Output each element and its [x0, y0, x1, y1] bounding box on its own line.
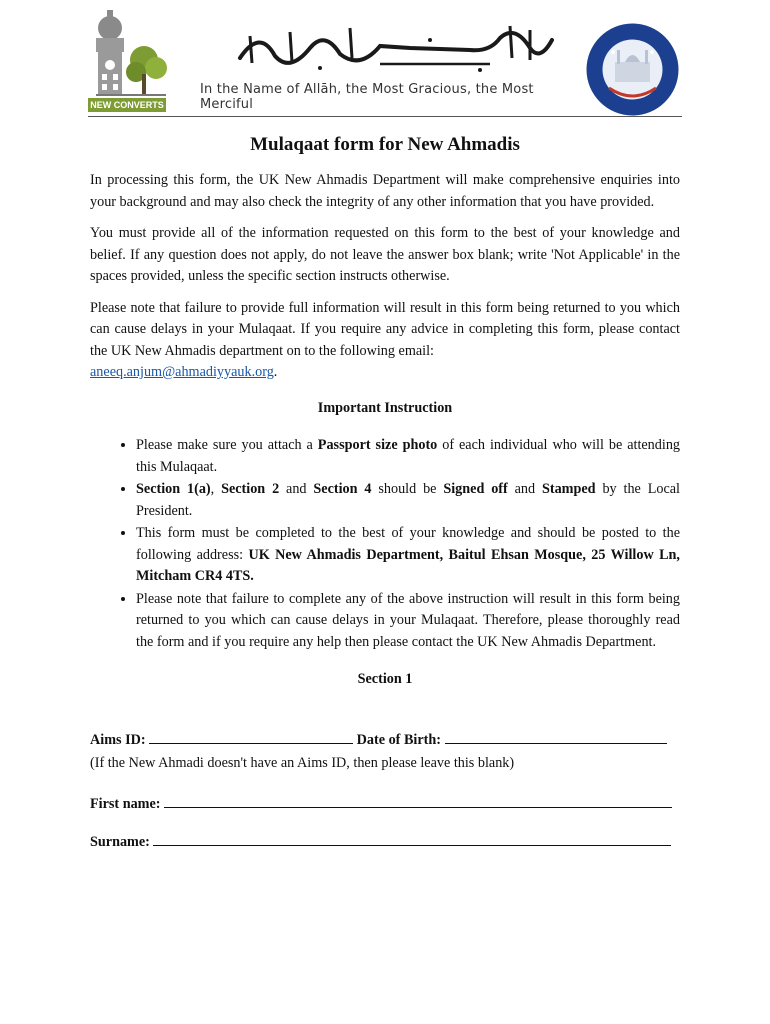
instructions-list: [90, 435, 680, 653]
intro-paragraph-1: In processing this form, the UK New Ahmadis Department will make comprehensive enquiries into your background and may also check the integrity of any other information that you have provided.: [90, 172, 680, 210]
list-item: • Please note that failure to complete any of the above instruction will result in this form being returned to you which can cause delays in your Mulaqaat. Therefore, please thoroughly read the form and if you require any help then please contact the UK New Ahmadis Department.: [136, 589, 680, 654]
surname-field[interactable]: [153, 831, 671, 846]
section-1-heading: Section 1: [357, 671, 413, 687]
intro-paragraph-3: [90, 298, 680, 363]
first-name-label: First name:: [90, 795, 161, 812]
list-item: • Section 1(a), Section 2 and Section 4 should be Signed off and Stamped by the Local President.: [136, 479, 680, 522]
list-item: • Please make sure you attach a Passport size photo of each individual who will be attending this Mulaqaat.: [136, 435, 680, 478]
intro-paragraph-2: You must provide all of the information requested on this form to the best of your knowledge and belief. If any question does not apply, do not leave the answer box blank; write 'Not Applicable' in the spaces provided, unless the specific section instructs otherwise.: [90, 225, 680, 284]
basmala-calligraphy: [230, 18, 560, 78]
instructions-heading: Important Instruction: [317, 399, 453, 416]
header-divider: [88, 116, 682, 117]
ahmadiyya-seal-logo: [585, 22, 680, 117]
aims-id-field[interactable]: [149, 729, 353, 744]
aims-id-note: (If the New Ahmadi doesn't have an Aims ID, then please leave this blank): [90, 755, 515, 771]
date-of-birth-label: Date of Birth:: [356, 731, 441, 748]
intro-paragraph-3-text: Please note that failure to provide full information will result in this form being returned to you which can cause delays in your Mulaqaat. If you require any advice in completing this form, please contact the UK New Ahmadis department on to the following email:: [90, 299, 680, 359]
page-title: Mulaqaat form for New Ahmadis: [250, 134, 520, 155]
aims-id-label: Aims ID:: [90, 731, 146, 748]
surname-row: [90, 831, 680, 854]
first-name-field[interactable]: [164, 793, 672, 808]
new-converts-logo: [86, 8, 176, 116]
page-header: [0, 0, 770, 120]
basmala-english: In the Name of Allāh, the Most Gracious, the Most Merciful: [200, 82, 534, 112]
new-converts-label: NEW CONVERTS: [88, 98, 166, 112]
contact-email-link[interactable]: aneeq.anjum@ahmadiyyauk.org: [90, 364, 274, 380]
email-line: aneeq.anjum@ahmadiyyauk.org.: [90, 364, 278, 380]
form-body: [90, 132, 680, 854]
date-of-birth-field[interactable]: [445, 729, 667, 744]
surname-label: Surname:: [90, 834, 150, 850]
list-item: • This form must be completed to the best of your knowledge and should be posted to the following address: UK New Ahmadis Department, Baitul Ehsan Mosque, 25 Willow Ln, Mitcham CR4 4TS.: [136, 523, 680, 588]
aims-dob-row: [90, 729, 680, 752]
first-name-row: [90, 793, 680, 816]
